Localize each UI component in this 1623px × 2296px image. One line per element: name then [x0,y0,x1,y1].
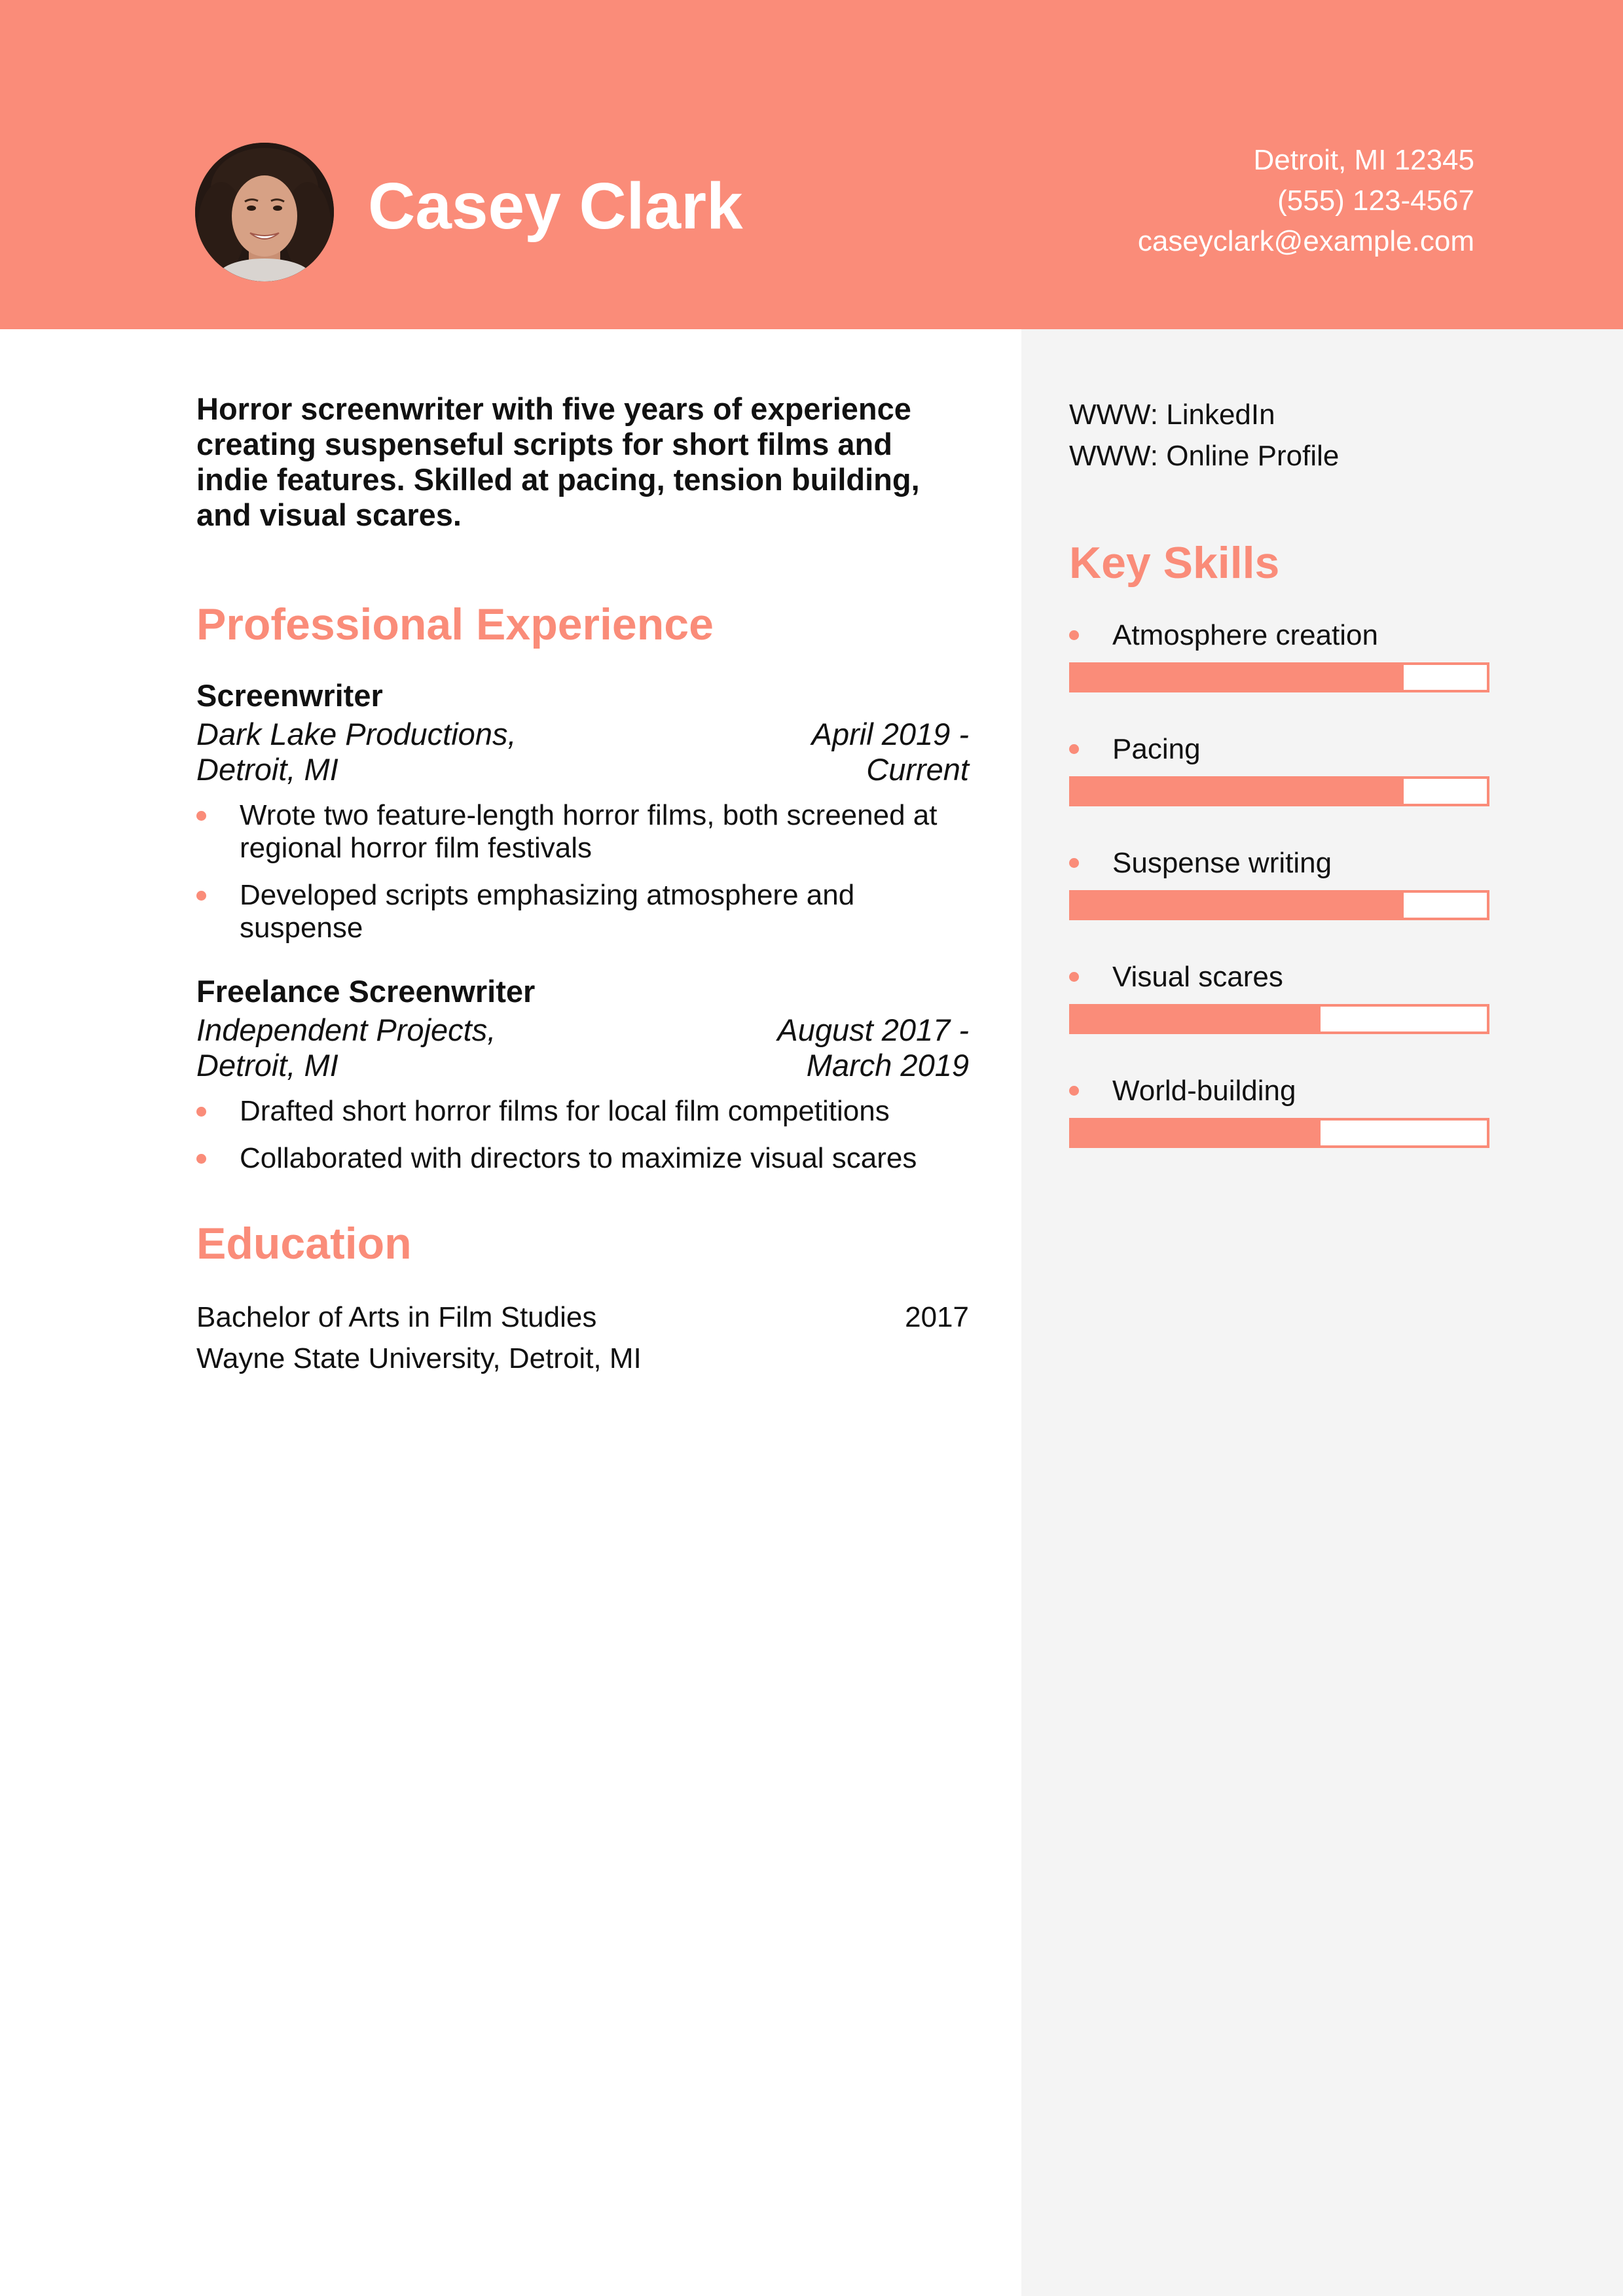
bullet-icon [1069,972,1079,982]
skill-level-bar [1069,776,1489,806]
bullet-text: Collaborated with directors to maximize visual scares [240,1142,917,1174]
bullet-icon [196,891,206,901]
bullet-text: Wrote two feature-length horror films, both screened at regional horror film festivals [240,799,938,864]
job-bullets [196,799,969,944]
bullet-icon [196,1107,206,1117]
skill-level-fill [1072,1121,1321,1145]
education-heading: Education [196,1219,412,1268]
contact-address: Detroit, MI 12345 [1253,144,1474,176]
skills-heading: Key Skills [1069,538,1280,588]
profile-photo [195,143,334,281]
bullet-icon [1069,744,1079,754]
contact-info [885,140,1474,262]
education-entry [196,1297,969,1379]
education-degree: Bachelor of Arts in Film Studies [196,1301,597,1333]
bullet-text: Drafted short horror films for local film competitions [240,1095,890,1127]
skill-row [1069,609,1488,662]
skill-level-fill [1072,893,1404,918]
skill-name: Pacing [1112,733,1201,765]
skill-row [1069,1064,1488,1118]
job-entry [196,971,969,1175]
list-item [196,1142,969,1175]
header-band [0,0,1623,329]
skill-level-bar [1069,890,1489,920]
education-school: Wayne State University, Detroit, MI [196,1342,642,1374]
skill-level-bar [1069,1118,1489,1148]
skill-item [1069,836,1488,950]
education-row [196,1297,969,1338]
skill-item [1069,723,1488,836]
contact-email[interactable]: caseyclark@example.com [1137,225,1474,257]
skill-name: Atmosphere creation [1112,619,1378,651]
skill-row [1069,836,1488,890]
bullet-icon [196,811,206,821]
education-year: 2017 [905,1301,969,1333]
skill-level-fill [1072,665,1404,690]
list-item [196,1095,969,1128]
job-dates: April 2019 - Current [811,717,969,787]
job-meta [196,1013,969,1083]
skill-name: Visual scares [1112,961,1283,993]
skill-item [1069,950,1488,1064]
bullet-icon [1069,858,1079,868]
bullet-icon [1069,1086,1079,1096]
skill-level-fill [1072,1007,1321,1031]
skill-level-bar [1069,662,1489,692]
job-dates: August 2017 - March 2019 [777,1013,969,1083]
job-entry [196,675,969,944]
link-online-profile[interactable]: WWW: Online Profile [1069,440,1340,472]
list-item [196,799,969,865]
bullet-icon [1069,630,1079,640]
job-bullets [196,1095,969,1175]
bullet-icon [196,1154,206,1164]
job-title: Freelance Screenwriter [196,974,536,1009]
skill-item [1069,609,1488,723]
candidate-name: Casey Clark [368,170,743,243]
main-column [196,391,969,1379]
skills-list [1069,609,1488,1178]
skill-level-bar [1069,1004,1489,1034]
link-linkedin[interactable]: WWW: LinkedIn [1069,399,1275,431]
skill-name: Suspense writing [1112,847,1332,879]
skill-row [1069,723,1488,776]
job-meta [196,717,969,787]
job-company: Dark Lake Productions, Detroit, MI [196,717,517,787]
professional-summary: Horror screenwriter with five years of experience creating suspenseful scripts for short films and indie features. Skilled at pacing, tension building, and visual scares. [196,391,920,532]
experience-heading: Professional Experience [196,600,714,649]
skill-row [1069,950,1488,1004]
skill-level-fill [1072,779,1404,804]
job-company: Independent Projects, Detroit, MI [196,1013,496,1083]
skill-name: World-building [1112,1075,1296,1107]
job-title: Screenwriter [196,678,383,713]
profile-photo-image [195,143,334,281]
web-links [1069,394,1339,476]
bullet-text: Developed scripts emphasizing atmosphere and suspense [240,879,855,944]
skill-item [1069,1064,1488,1178]
contact-phone: (555) 123-4567 [1277,185,1474,217]
list-item [196,879,969,944]
